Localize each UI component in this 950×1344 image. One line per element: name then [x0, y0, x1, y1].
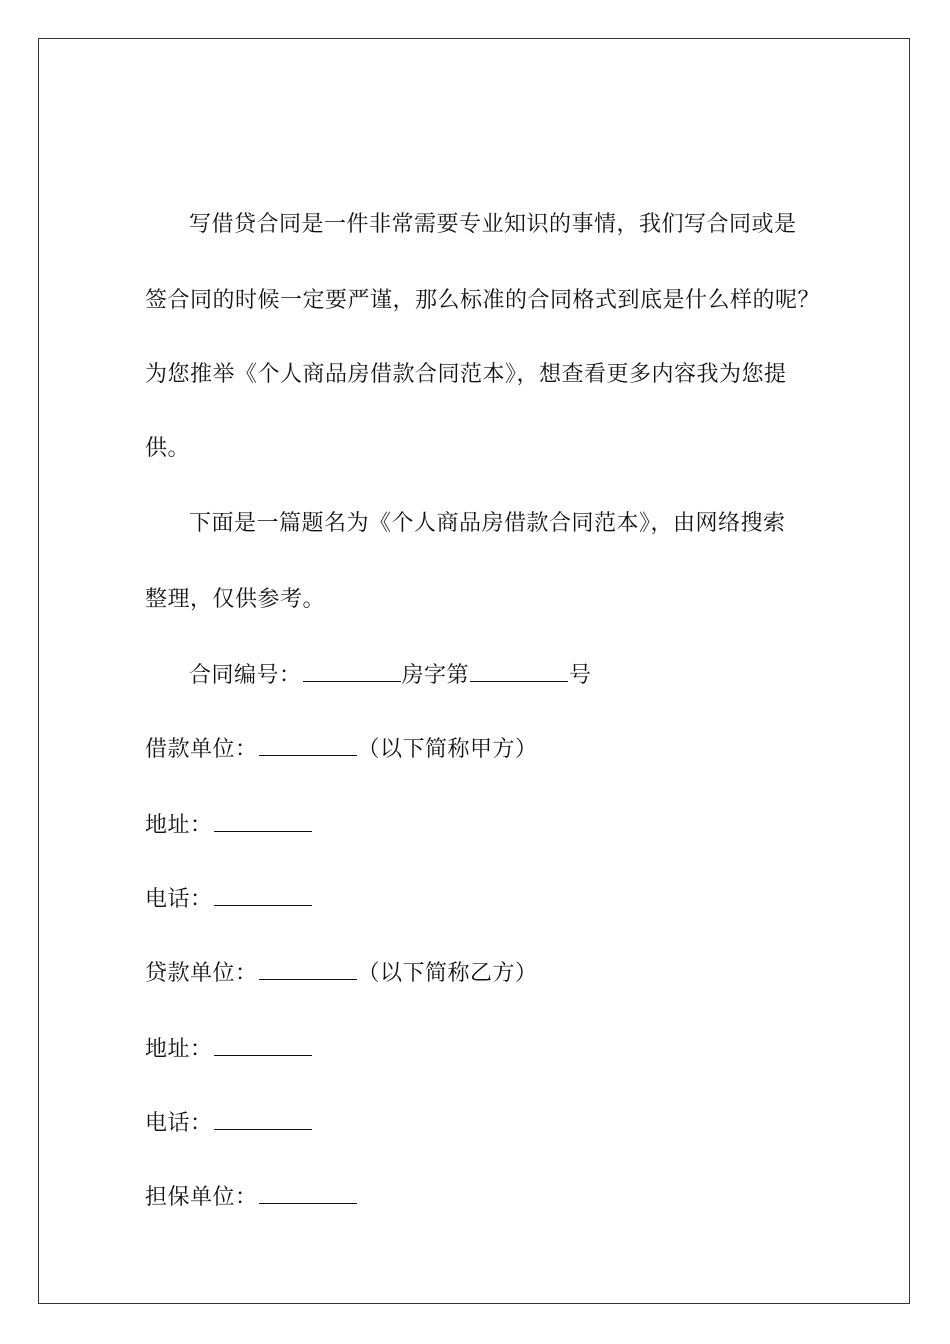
contract-number-label: 合同编号： [189, 663, 302, 688]
borrower-blank[interactable] [259, 957, 357, 980]
borrower-phone-blank[interactable] [214, 1107, 312, 1130]
borrower-line [145, 957, 538, 989]
intro-line-1: 写借贷合同是一件非常需要专业知识的事情，我们写合同或是 [189, 212, 797, 237]
lender-address-line [145, 809, 313, 841]
lender-label: 借款单位： [145, 737, 258, 762]
borrower-phone-label: 电话： [145, 1111, 213, 1136]
contract-number-line [189, 659, 592, 691]
lender-phone-label: 电话： [145, 887, 213, 912]
contract-number-suffix: 号 [569, 663, 592, 688]
lender-line [145, 733, 538, 765]
borrower-label: 贷款单位： [145, 961, 258, 986]
house-number-blank[interactable] [470, 659, 568, 682]
lender-phone-line [145, 883, 313, 915]
guarantor-blank[interactable] [259, 1181, 357, 1204]
lender-suffix: （以下简称甲方） [357, 737, 538, 762]
borrower-address-line [145, 1033, 313, 1065]
contract-number-mid: 房字第 [401, 663, 470, 688]
intro-line-2: 签合同的时候一定要严谨，那么标准的合同格式到底是什么样的呢？ [145, 288, 821, 313]
lender-blank[interactable] [259, 733, 357, 756]
intro-line-5: 下面是一篇题名为《个人商品房借款合同范本》，由网络搜索 [189, 511, 786, 536]
lender-address-blank[interactable] [214, 809, 312, 832]
guarantor-label: 担保单位： [145, 1185, 258, 1210]
lender-address-label: 地址： [145, 813, 213, 838]
borrower-address-label: 地址： [145, 1037, 213, 1062]
intro-line-3: 为您推举《个人商品房借款合同范本》，想查看更多内容我为您提 [145, 362, 787, 387]
borrower-address-blank[interactable] [214, 1033, 312, 1056]
borrower-suffix: （以下简称乙方） [357, 961, 538, 986]
guarantor-line [145, 1181, 358, 1213]
intro-line-4: 供。 [145, 436, 191, 461]
lender-phone-blank[interactable] [214, 883, 312, 906]
borrower-phone-line [145, 1107, 313, 1139]
contract-number-blank[interactable] [303, 659, 401, 682]
intro-line-6: 整理，仅供参考。 [145, 587, 326, 612]
